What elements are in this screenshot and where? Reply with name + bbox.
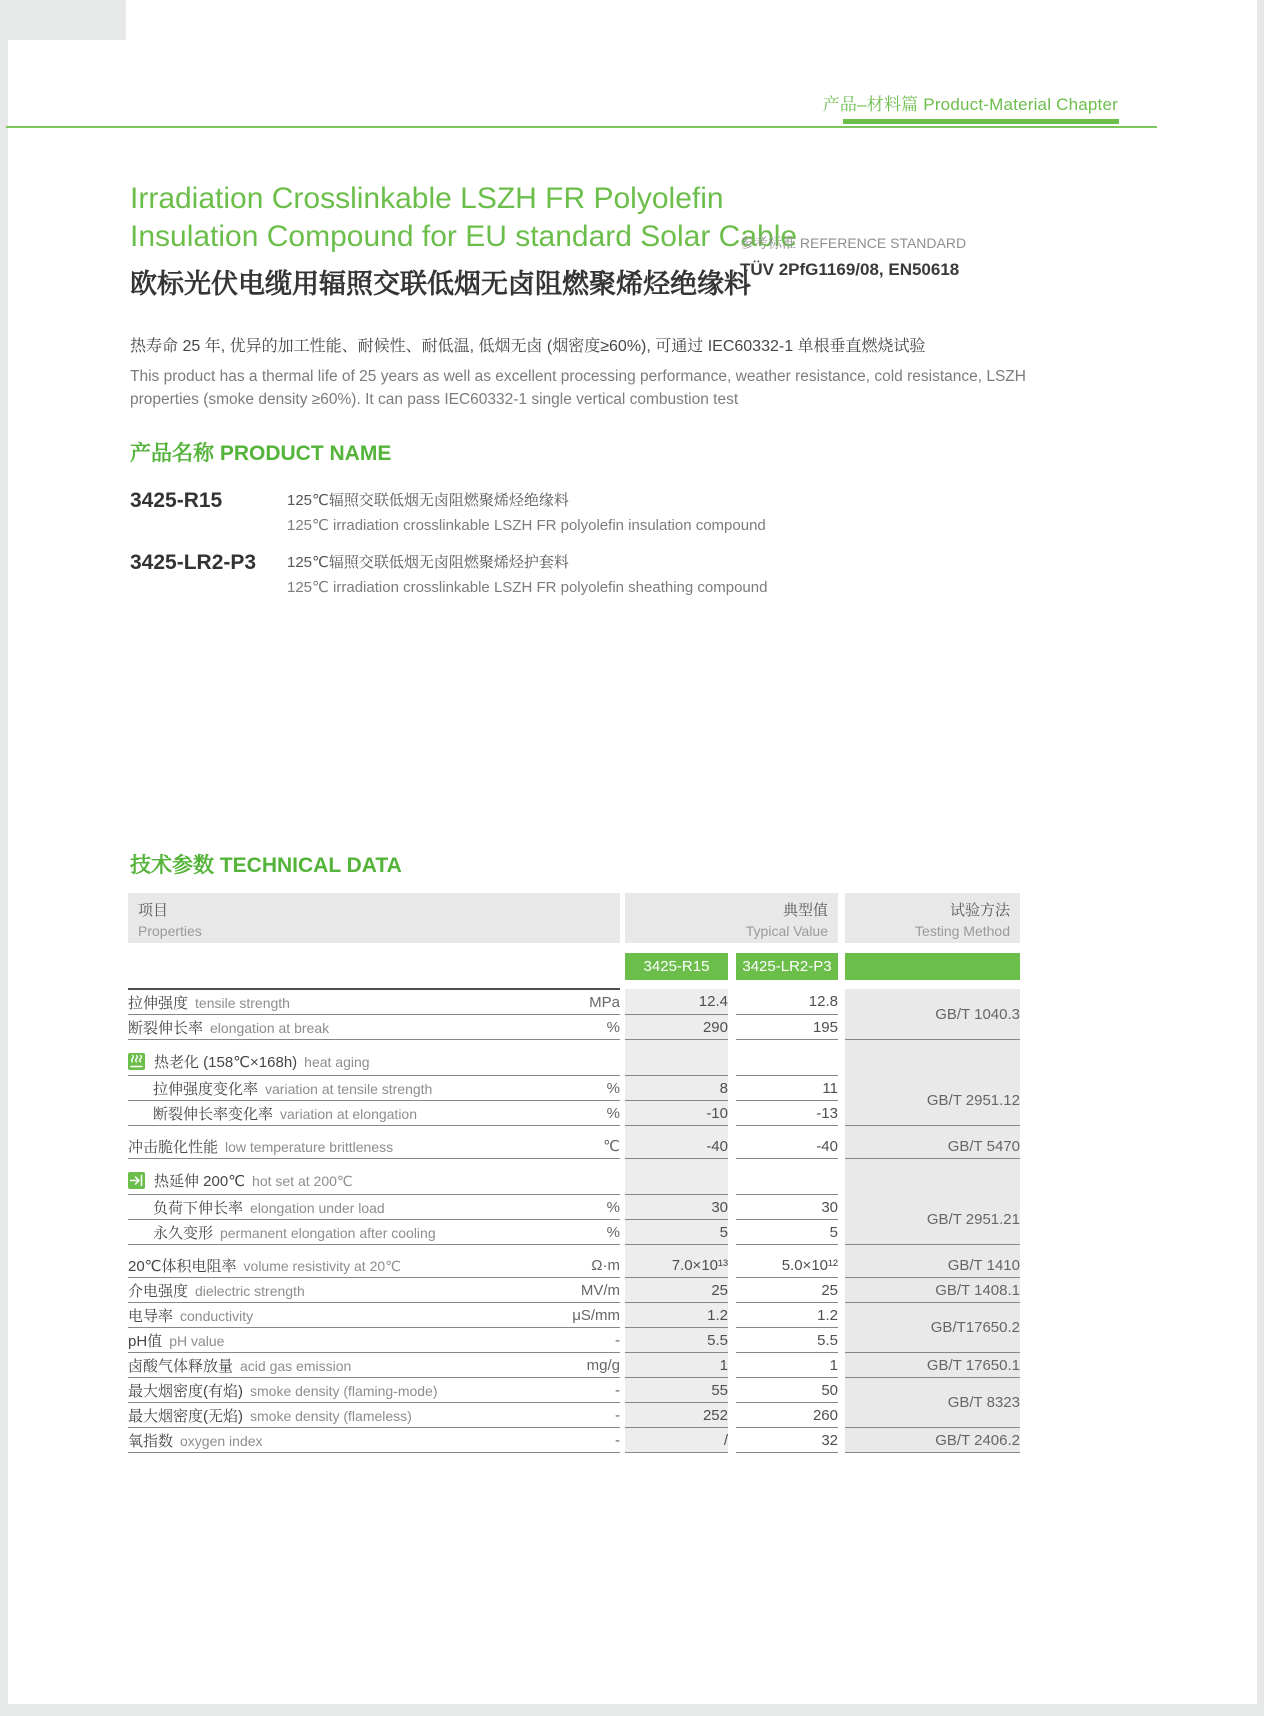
unit-cell: mg/g <box>492 1353 620 1378</box>
value-cell-lr2: 50 <box>736 1378 838 1403</box>
table-header-typical-value: 典型值 Typical Value <box>625 893 838 943</box>
testing-method-cell: GB/T 8323 <box>845 1378 1020 1428</box>
value-cell-lr2: -40 <box>736 1134 838 1159</box>
section-title-en: heat aging <box>304 1054 370 1070</box>
page-edge-right <box>1257 0 1264 1716</box>
value-cell-lr2: 30 <box>736 1195 838 1220</box>
testing-method-cell: GB/T 17650.1 <box>845 1353 1020 1378</box>
heat-aging-icon <box>128 1053 145 1070</box>
property-zh: 永久变形 <box>153 1224 214 1242</box>
property-zh: 负荷下伸长率 <box>153 1199 244 1217</box>
product-desc-zh: 125℃辐照交联低烟无卤阻燃聚烯烃绝缘料 <box>287 492 569 509</box>
property-zh: 断裂伸长率 <box>128 1019 204 1037</box>
table-row <box>128 1353 1020 1378</box>
table-row <box>128 1195 1020 1220</box>
value-cell-r15: 1.2 <box>625 1303 728 1328</box>
table-row <box>128 1278 1020 1303</box>
value-cell-lr2: 25 <box>736 1278 838 1303</box>
product-intro <box>130 333 1045 411</box>
property-en: oxygen index <box>180 1432 263 1449</box>
page-edge-bottom <box>0 1704 1264 1716</box>
property-zh: 拉伸强度 <box>128 994 189 1012</box>
unit-cell: % <box>492 1195 620 1220</box>
property-en: tensile strength <box>195 994 290 1011</box>
property-zh: 氧指数 <box>128 1432 174 1450</box>
property-en: elongation at break <box>210 1019 330 1036</box>
reference-standard-value: TÜV 2PfG1169/08, EN50618 <box>740 260 960 279</box>
testing-method-cell <box>845 1159 1020 1195</box>
unit-cell: μS/mm <box>492 1303 620 1328</box>
page-title-en-line1: Irradiation Crosslinkable LSZH FR Polyolefin <box>130 182 724 215</box>
property-en: conductivity <box>180 1307 254 1324</box>
section-heading-product-name: 产品名称 PRODUCT NAME <box>130 442 392 465</box>
testing-method-cell: GB/T 1408.1 <box>845 1278 1020 1303</box>
value-cell-r15: -10 <box>625 1101 728 1126</box>
value-cell-lr2: 1.2 <box>736 1303 838 1328</box>
page-edge-left <box>0 0 8 1716</box>
value-cell-r15: 30 <box>625 1195 728 1220</box>
property-zh: 电导率 <box>128 1307 174 1325</box>
value-cell-r15: / <box>625 1428 728 1453</box>
unit-cell: % <box>492 1101 620 1126</box>
testing-method-cell: GB/T17650.2 <box>845 1303 1020 1353</box>
page-title-en <box>130 180 797 256</box>
value-cell-lr2: 1 <box>736 1353 838 1378</box>
value-cell-r15: 25 <box>625 1278 728 1303</box>
unit-cell: % <box>492 1076 620 1101</box>
table-row <box>128 1303 1020 1328</box>
property-zh: 冲击脆化性能 <box>128 1138 219 1156</box>
table-header-testing-method: 试验方法 Testing Method <box>845 893 1020 943</box>
product-desc-en: 125℃ irradiation crosslinkable LSZH FR polyolefin insulation compound <box>287 517 766 534</box>
testing-method-cell: GB/T 2951.21 <box>845 1195 1020 1245</box>
value-cell-r15: 290 <box>625 1015 728 1040</box>
property-zh: 最大烟密度(无焰) <box>128 1407 243 1425</box>
spacer-row <box>128 1040 1020 1049</box>
property-en: permanent elongation after cooling <box>220 1224 436 1241</box>
grade-badge-3425-LR2-P3: 3425-LR2-P3 <box>736 953 838 980</box>
testing-method-cell <box>845 1245 1020 1254</box>
page-title-zh: 欧标光伏电缆用辐照交联低烟无卤阻燃聚烯烃绝缘料 <box>130 269 751 299</box>
section-title-zh: 热延伸 200℃ <box>154 1173 246 1190</box>
spacer-row <box>128 1159 1020 1168</box>
testing-method-cell <box>845 1126 1020 1135</box>
value-cell-r15: 12.4 <box>625 989 728 1015</box>
product-item <box>130 489 766 534</box>
table-row <box>128 1076 1020 1101</box>
value-cell-lr2: 195 <box>736 1015 838 1040</box>
value-cell-r15: 8 <box>625 1076 728 1101</box>
testing-method-cell: GB/T 2951.12 <box>845 1076 1020 1126</box>
grade-badge-testing <box>845 953 1020 980</box>
property-zh: pH值 <box>128 1332 163 1350</box>
value-cell-lr2: 5.0×10¹² <box>736 1253 838 1278</box>
chapter-underline-bar <box>843 119 1119 124</box>
unit-cell: % <box>492 1015 620 1040</box>
testing-method-cell: GB/T 5470 <box>845 1134 1020 1159</box>
intro-en: This product has a thermal life of 25 years as well as excellent processing performance, weather resistance, cold resistance, LSZH properties (smoke density ≥60%). It can pass IEC60332-1 single vertical combustion test <box>130 368 1026 408</box>
value-cell-r15: 7.0×10¹³ <box>625 1253 728 1278</box>
product-code: 3425-R15 <box>130 489 223 512</box>
property-zh: 断裂伸长率变化率 <box>153 1105 274 1123</box>
value-cell-r15: 5 <box>625 1220 728 1245</box>
property-zh: 20℃体积电阻率 <box>128 1257 237 1275</box>
property-en: smoke density (flaming-mode) <box>250 1382 438 1399</box>
value-cell-lr2: 11 <box>736 1076 838 1101</box>
chapter-label: 产品–材料篇 Product-Material Chapter <box>822 95 1118 114</box>
unit-cell: - <box>492 1328 620 1353</box>
hot-set-icon <box>128 1172 145 1189</box>
section-heading-technical-data: 技术参数 TECHNICAL DATA <box>130 854 402 877</box>
value-cell-r15: 1 <box>625 1353 728 1378</box>
property-en: volume resistivity at 20℃ <box>243 1257 401 1274</box>
section-title-zh: 热老化 (158℃×168h) <box>154 1054 298 1071</box>
property-en: smoke density (flameless) <box>250 1407 412 1424</box>
page-title-en-line2: Insulation Compound for EU standard Solar Cable <box>130 220 798 253</box>
grade-row <box>128 953 1020 980</box>
table-row <box>128 1378 1020 1403</box>
value-cell-r15: 252 <box>625 1403 728 1428</box>
value-cell-lr2: -13 <box>736 1101 838 1126</box>
spacer-row <box>128 1245 1020 1254</box>
unit-cell: - <box>492 1378 620 1403</box>
intro-zh: 热寿命 25 年, 优异的加工性能、耐候性、耐低温, 低烟无卤 (烟密度≥60%), 可通过 IEC60332-1 单根垂直燃烧试验 <box>130 338 926 355</box>
table-row <box>128 989 1020 1015</box>
product-item <box>130 551 767 596</box>
property-en: variation at elongation <box>280 1105 418 1122</box>
reference-standard-label: 参考标准 REFERENCE STANDARD <box>740 235 967 251</box>
value-cell-r15: -40 <box>625 1134 728 1159</box>
value-cell-r15: 5.5 <box>625 1328 728 1353</box>
property-zh: 拉伸强度变化率 <box>153 1080 259 1098</box>
reference-standard <box>740 233 966 280</box>
product-desc-zh: 125℃辐照交联低烟无卤阻燃聚烯烃护套料 <box>287 554 569 571</box>
value-cell-lr2: 12.8 <box>736 989 838 1015</box>
value-cell-r15: 55 <box>625 1378 728 1403</box>
property-zh: 介电强度 <box>128 1282 189 1300</box>
unit-cell: MV/m <box>492 1278 620 1303</box>
property-zh: 最大烟密度(有焰) <box>128 1382 243 1400</box>
technical-data-block <box>128 893 1020 1453</box>
unit-cell: Ω·m <box>492 1253 620 1278</box>
unit-cell: ℃ <box>492 1134 620 1159</box>
value-cell-lr2: 32 <box>736 1428 838 1453</box>
property-en: variation at tensile strength <box>265 1080 433 1097</box>
property-en: elongation under load <box>250 1199 385 1216</box>
table-row <box>128 1253 1020 1278</box>
header-rule-line <box>6 126 1157 128</box>
table-header-properties: 项目 Properties <box>128 893 620 943</box>
table-row <box>128 1134 1020 1159</box>
value-cell-lr2: 260 <box>736 1403 838 1428</box>
unit-cell: % <box>492 1220 620 1245</box>
unit-cell: MPa <box>492 989 620 1015</box>
unit-cell: - <box>492 1428 620 1453</box>
value-cell-lr2: 5 <box>736 1220 838 1245</box>
product-desc-en: 125℃ irradiation crosslinkable LSZH FR polyolefin sheathing compound <box>287 579 768 596</box>
testing-method-cell: GB/T 2406.2 <box>845 1428 1020 1453</box>
testing-method-cell: GB/T 1040.3 <box>845 989 1020 1040</box>
testing-method-cell <box>845 1040 1020 1076</box>
spacer-row <box>128 1126 1020 1135</box>
grade-badge-3425-R15: 3425-R15 <box>625 953 728 980</box>
property-en: dielectric strength <box>195 1282 305 1299</box>
product-code: 3425-LR2-P3 <box>130 551 257 574</box>
scan-corner <box>0 0 126 40</box>
testing-method-cell: GB/T 1410 <box>845 1253 1020 1278</box>
unit-cell: - <box>492 1403 620 1428</box>
property-en: pH value <box>169 1332 225 1349</box>
property-en: low temperature brittleness <box>225 1138 394 1155</box>
table-row <box>128 1428 1020 1453</box>
table-header-row <box>128 893 1020 943</box>
property-en: acid gas emission <box>240 1357 352 1374</box>
value-cell-lr2: 5.5 <box>736 1328 838 1353</box>
property-zh: 卤酸气体释放量 <box>128 1357 234 1375</box>
section-title-en: hot set at 200℃ <box>252 1173 353 1189</box>
technical-data-table <box>128 988 1020 1453</box>
